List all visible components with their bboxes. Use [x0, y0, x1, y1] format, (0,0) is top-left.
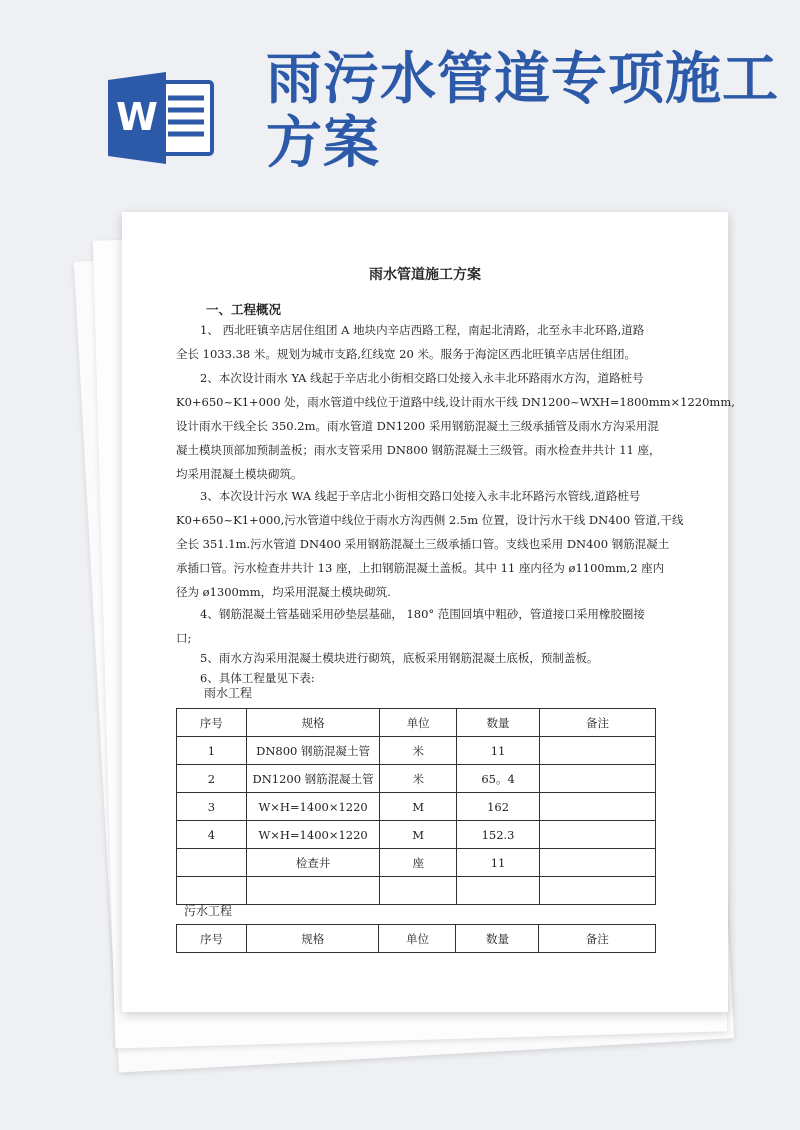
- table-cell: 米: [380, 737, 457, 765]
- table-header-cell: 数量: [457, 709, 540, 737]
- paragraph-line: 径为 ø1300mm，均采用混凝土模块砌筑.: [176, 585, 391, 599]
- paragraph-4: [176, 602, 676, 650]
- table-header-row: [177, 709, 656, 737]
- section-heading: 一、工程概况: [206, 302, 282, 317]
- table-cell: [380, 877, 457, 905]
- sewage-works-table: [176, 924, 656, 953]
- table-cell: 检查井: [246, 849, 380, 877]
- paragraph-line: 口;: [176, 631, 192, 645]
- paragraph-3: [176, 484, 684, 604]
- table-header-cell: 备注: [540, 709, 656, 737]
- table-header-cell: 序号: [177, 709, 247, 737]
- paragraph-line: 5、雨水方沟采用混凝土模块进行砌筑，底板采用钢筋混凝土底板，预制盖板。: [200, 651, 599, 665]
- table-row: [177, 737, 656, 765]
- paragraph-line: 承插口管。污水检查井共计 13 座，上扣钢筋混凝土盖板。其中 11 座内径为 ø1100mm,2 座内: [176, 561, 665, 575]
- document-title: 雨水管道施工方案: [369, 267, 481, 283]
- table-header-cell: 规格: [247, 925, 379, 953]
- paragraph-line: K0+650~K1+000 处，雨水管道中线位于道路中线,设计雨水干线 DN1200~WXH=1800mm×1220mm,: [176, 395, 735, 409]
- banner-title: 雨污水管道专项施工方案: [266, 47, 779, 176]
- table-cell: [540, 793, 656, 821]
- paragraph-2: [176, 366, 735, 486]
- table-header-cell: 备注: [539, 925, 656, 953]
- table-cell: [457, 877, 540, 905]
- word-logo-icon: [108, 72, 216, 164]
- table-cell: [177, 877, 247, 905]
- paragraph-line: 4、钢筋混凝土管基础采用砂垫层基础， 180° 范围回填中粗砂，管道接口采用橡胶圈接: [200, 607, 645, 621]
- table-cell: 4: [177, 821, 247, 849]
- table-cell: 11: [457, 849, 540, 877]
- table-cell: 11: [457, 737, 540, 765]
- table-header-cell: 单位: [379, 925, 456, 953]
- table-cell: W×H=1400×1220: [246, 793, 380, 821]
- paragraph-line: 全长 1033.38 米。规划为城市支路,红线宽 20 米。服务于海淀区西北旺镇辛店居住组团。: [176, 347, 636, 361]
- table-cell: M: [380, 793, 457, 821]
- table-cell: DN800 钢筋混凝土管: [246, 737, 380, 765]
- table-cell: 1: [177, 737, 247, 765]
- table-cell: 米: [380, 765, 457, 793]
- table-row: [177, 877, 656, 905]
- table-cell: [540, 737, 656, 765]
- table-header-cell: 序号: [177, 925, 247, 953]
- rain-works-label: 雨水工程: [204, 686, 253, 700]
- word-logo-letter: W: [116, 95, 158, 139]
- table-cell: [540, 849, 656, 877]
- table-cell: 座: [380, 849, 457, 877]
- table-row: [177, 821, 656, 849]
- paragraph-line: 2、本次设计雨水 YA 线起于辛店北小街相交路口处接入永丰北环路雨水方沟，道路桩号: [200, 371, 644, 385]
- paragraph-line: 1、 西北旺镇辛店居住组团 A 地块内辛店西路工程，南起北清路，北至永丰北环路,道路: [200, 323, 645, 337]
- sewage-works-label: 污水工程: [184, 904, 233, 918]
- table-header-cell: 单位: [380, 709, 457, 737]
- table-header-cell: 数量: [456, 925, 539, 953]
- table-cell: DN1200 钢筋混凝土管: [246, 765, 380, 793]
- table-cell: 65。4: [457, 765, 540, 793]
- table-cell: 152.3: [457, 821, 540, 849]
- document-page: [122, 212, 735, 1012]
- paragraph-line: 6、具体工程量见下表:: [200, 671, 315, 685]
- table-cell: [540, 821, 656, 849]
- table-cell: 162: [457, 793, 540, 821]
- paragraph-line: 全长 351.1m.污水管道 DN400 采用钢筋混凝土三级承插口管。支线也采用 DN400 钢筋混凝土: [176, 537, 670, 551]
- paragraph-1: [176, 318, 676, 366]
- table-cell: W×H=1400×1220: [246, 821, 380, 849]
- table-row: [177, 793, 656, 821]
- table-cell: 2: [177, 765, 247, 793]
- table-header-cell: 规格: [246, 709, 380, 737]
- table-cell: [540, 877, 656, 905]
- rain-works-table: [176, 708, 656, 905]
- paragraph-line: K0+650~K1+000,污水管道中线位于雨水方沟西侧 2.5m 位置，设计污水干线 DN400 管道,干线: [176, 513, 684, 527]
- paragraph-line: 设计雨水干线全长 350.2m。雨水管道 DN1200 采用钢筋混凝土三级承插管及雨水方沟采用混: [176, 419, 659, 433]
- table-cell: M: [380, 821, 457, 849]
- table-cell: 3: [177, 793, 247, 821]
- paragraph-line: 凝土模块顶部加预制盖板；雨水支管采用 DN800 钢筋混凝土三级管。雨水检查井共计 11 座，: [176, 443, 661, 457]
- table-cell: [246, 877, 380, 905]
- paragraph-line: 均采用混凝土模块砌筑。: [176, 467, 303, 481]
- table-cell: [540, 765, 656, 793]
- table-row: [177, 849, 656, 877]
- table-row: [177, 765, 656, 793]
- paragraph-line: 3、本次设计污水 WA 线起于辛店北小街相交路口处接入永丰北环路污水管线,道路桩号: [200, 489, 641, 503]
- table-cell: [177, 849, 247, 877]
- table-header-row: [177, 925, 656, 953]
